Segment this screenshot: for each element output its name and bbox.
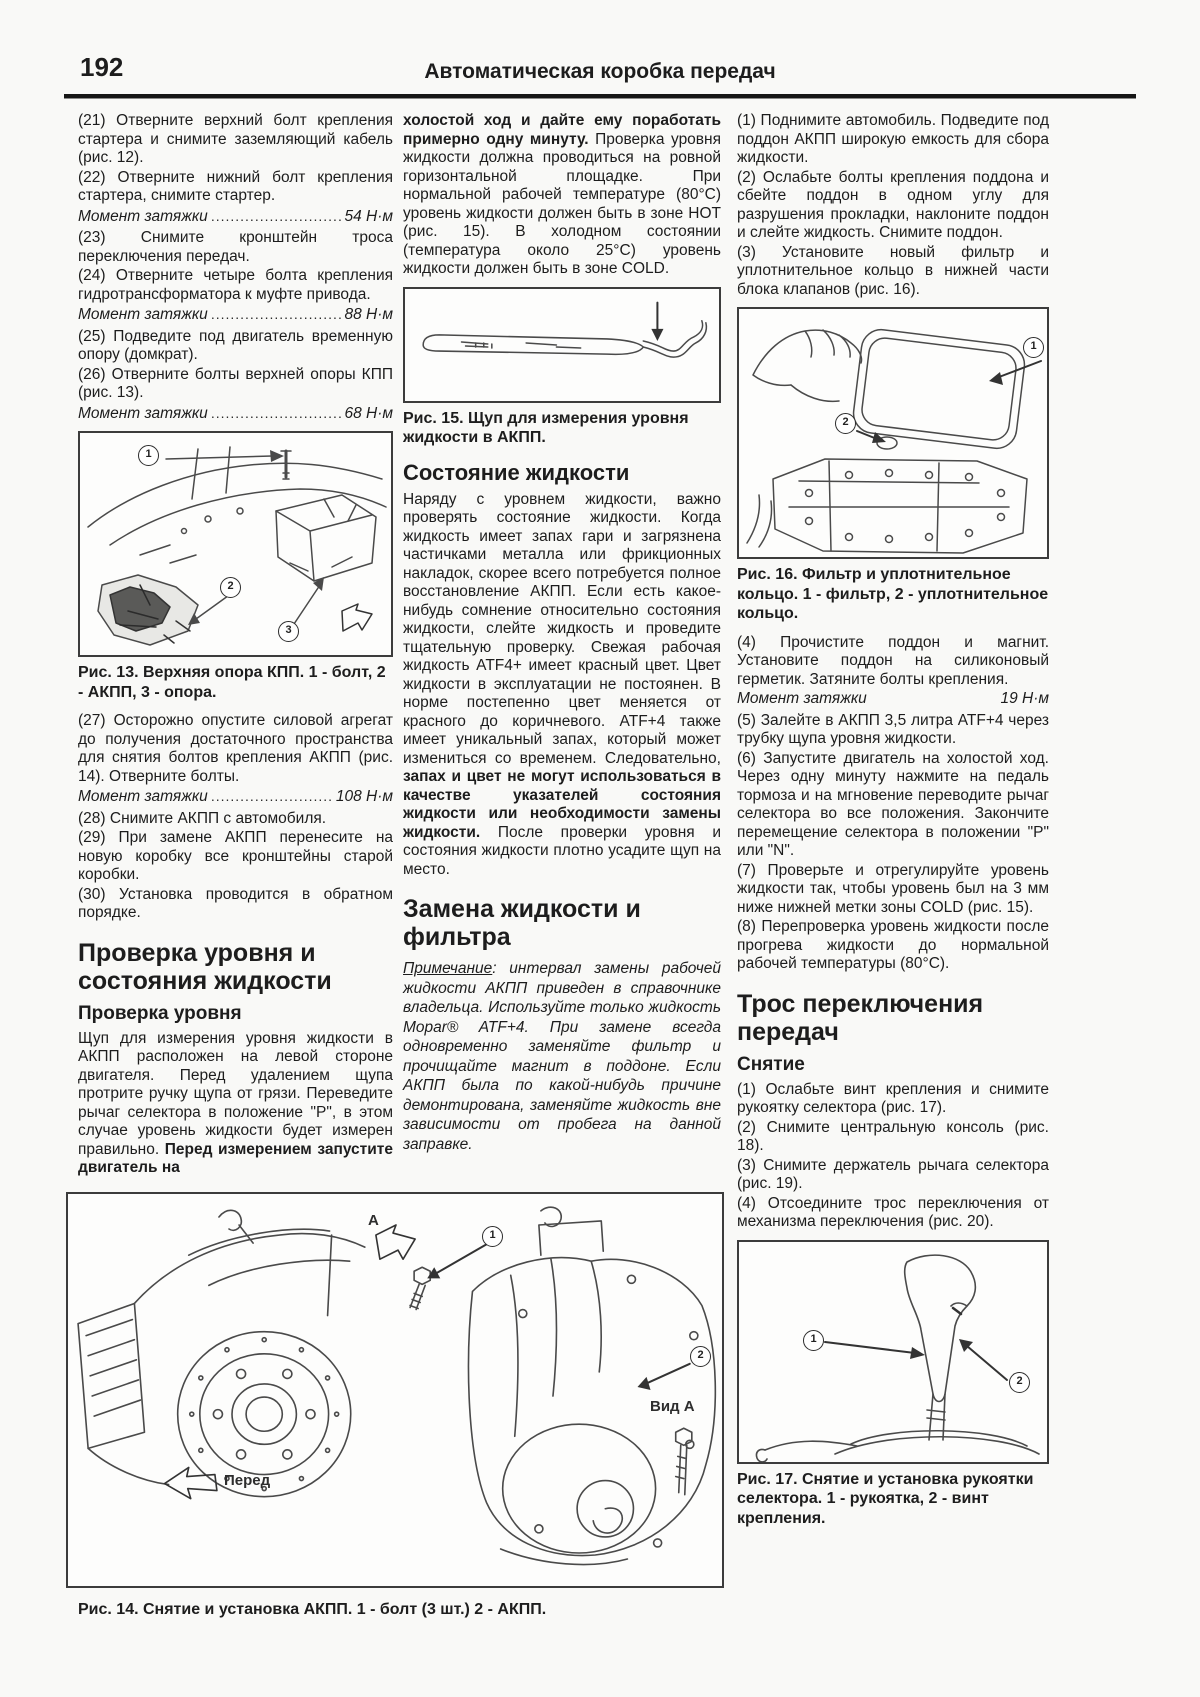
dot-leader	[211, 207, 342, 227]
figure-16-caption: Рис. 16. Фильтр и уплотнительное кольцо. 1 - фильтр, 2 - уплотнительное кольцо.	[737, 566, 1049, 622]
figure-14	[66, 1192, 724, 1588]
level-check-text-bold: Перед измерением запустите двигатель на	[78, 1140, 394, 1176]
header-rule	[64, 94, 1136, 99]
figure-14-caption: Рис. 14. Снятие и установка АКПП. 1 - болт (3 шт.) 2 - АКПП.	[78, 1601, 547, 1618]
step-22: (22) Отверните нижний болт крепления стартера, снимите стартер.	[78, 168, 393, 204]
callout-1-marker: 1	[803, 1330, 824, 1351]
right-column	[737, 112, 1049, 1538]
dot-leader	[211, 404, 342, 424]
cable-step-3: (3) Снимите держатель рычага селектора (рис. 19).	[737, 1156, 1049, 1192]
page-title: Автоматическая коробка передач	[424, 60, 776, 83]
figure-16	[737, 307, 1049, 559]
note-paragraph	[403, 959, 721, 1154]
cable-step-4: (4) Отсоедините трос переключения от механизма переключения (рис. 20).	[737, 1194, 1049, 1230]
figure-14-illustration	[68, 1194, 722, 1586]
fluid-condition-text-a: Наряду с уровнем жидкости, важно проверять состояние жидкости. Когда жидкость имеет запах гари и загрязнена частичками металла или фрикционных накладок, скорее всего потребуется полное восстановление АКПП. Если есть какое-нибудь сомнение относительно состояния жидкости, слейте жидкость и проведите тщательную проверку. Свежая рабочая жидкость ATF4+ имеет красный цвет. Цвет жидкости в эксплуатации не постоянен. В норме постепенно цвет меняется от красного до коричневого. ATF+4 также имеет уникальный запах, который может измениться со временем. Следовательно,	[403, 490, 721, 767]
cable-step-2: (2) Снимите центральную консоль (рис. 18).	[737, 1118, 1049, 1154]
callout-2-marker: 2	[220, 577, 241, 598]
callout-3-marker: 3	[278, 621, 299, 642]
torque-label: Момент затяжки	[78, 306, 208, 323]
level-check-paragraph	[78, 1030, 393, 1178]
callout-2-marker: 2	[1009, 1372, 1030, 1393]
section-heading-fluid-replace: Замена жидкости и фильтра	[403, 895, 641, 951]
callout-2-marker: 2	[835, 413, 856, 434]
section-heading-shift-cable: Трос переключения передач	[737, 989, 984, 1046]
torque-value: 108 Н·м	[335, 788, 393, 805]
level-check-text: Щуп для измерения уровня жидкости в АКПП расположен на левой стороне двигателя. Перед удалением щупа протрите ручку щупа от грязи. Переведите рычаг селектора в положение "P", в этом случае уровень жидкости будет измерен правильно.	[78, 1029, 393, 1158]
left-column	[78, 112, 393, 1179]
figure-17-caption: Рис. 17. Снятие и установка рукоятки селектора. 1 - рукоятка, 2 - винт крепления.	[737, 1470, 1034, 1527]
torque-label: Момент затяжки	[78, 207, 208, 225]
torque-value: 68 Н·м	[344, 404, 393, 422]
step-24: (24) Отверните четыре болта крепления гидротрансформатора к муфте привода.	[78, 267, 393, 303]
subheading-level-check: Проверка уровня	[78, 1002, 242, 1024]
step-5: (5) Залейте в АКПП 3,5 литра ATF+4 через трубку щупа уровня жидкости.	[737, 711, 1049, 747]
step-25: (25) Подведите под двигатель временную опору (домкрат).	[78, 327, 393, 363]
note-body: : интервал замены рабочей жидкости АКПП приведен в справочнике владельца. Используйте только жидкость Mopar® ATF+4. При замене всегда одновременно заменяйте фильтр и прочищайте магнит в поддоне. Если АКПП была по какой-нибудь причине демонтирована, заменяйте жидкость вне зависимости от пробега на данной заправке.	[403, 960, 721, 1153]
dot-leader	[211, 787, 333, 807]
step-7: (7) Проверьте и отрегулируйте уровень жидкости так, чтобы уровень был на 3 мм ниже нижней метки зоны COLD (рис. 15).	[737, 861, 1049, 916]
torque-spec-19	[737, 690, 1049, 709]
note-label: Примечание	[403, 960, 493, 977]
torque-spec-108	[78, 787, 393, 807]
torque-spec-54	[78, 207, 393, 227]
callout-2-marker: 2	[690, 1346, 711, 1367]
step-1: (1) Поднимите автомобиль. Подведите под поддон АКПП широкую емкость для сбора жидкости.	[737, 112, 1049, 166]
step-28: (28) Снимите АКПП с автомобиля.	[78, 809, 327, 827]
torque-spec-88	[78, 305, 393, 325]
figure-13	[78, 431, 393, 657]
dot-leader	[211, 305, 342, 325]
step-6: (6) Запустите двигатель на холостой ход. Через одну минуту нажмите на педаль тормоза и на мгновение переводите рычаг селектора во все положения. Закончите перемещение селектора в положении "P" или "N".	[737, 749, 1049, 859]
torque-value: 54 Н·м	[344, 207, 393, 225]
figure-13-illustration	[80, 433, 391, 655]
callout-1-marker: 1	[1023, 337, 1044, 358]
callout-1-marker: 1	[138, 445, 159, 466]
step-29: (29) При замене АКПП перенесите на новую коробку все кронштейны старой коробки.	[78, 829, 393, 883]
torque-label: Момент затяжки	[78, 788, 208, 805]
middle-column	[403, 112, 721, 1155]
figure-15	[403, 287, 721, 403]
torque-value: 88 Н·м	[344, 306, 393, 323]
fluid-condition-paragraph	[403, 491, 721, 880]
idle-run-text: Проверка уровня жидкости должна проводиться на ровной горизонтальной площадке. При нормальной рабочей температуре (80°C) уровень жидкости должен быть в зоне HOT (рис. 15). В холодном состоянии (температура около 25°C) уровень жидкости должен быть в зоне COLD.	[403, 130, 721, 277]
torque-value: 19 Н·м	[1000, 690, 1049, 707]
figure-17	[737, 1240, 1049, 1464]
step-23: (23) Снимите кронштейн троса переключения передач.	[78, 229, 393, 265]
torque-label: Момент затяжки	[78, 404, 208, 422]
figure-17-illustration	[739, 1242, 1047, 1462]
figure-16-illustration	[739, 309, 1047, 557]
step-4: (4) Прочистите поддон и магнит. Установите поддон на силиконовый герметик. Затяните болты крепления.	[737, 633, 1049, 688]
view-a-arrow-icon-label: А	[368, 1212, 379, 1229]
fluid-condition-text-c: После проверки уровня и состояния жидкости плотно усадите щуп на место.	[403, 823, 721, 878]
step-3: (3) Установите новый фильтр и уплотнительное кольцо в нижней части блока клапанов (рис. 16).	[737, 243, 1049, 298]
figure-15-illustration	[405, 289, 719, 401]
step-21: (21) Отверните верхний болт крепления стартера и снимите заземляющий кабель (рис. 12).	[78, 112, 393, 166]
step-26: (26) Отверните болты верхней опоры КПП (рис. 13).	[78, 365, 393, 401]
step-8: (8) Перепроверка уровень жидкости после прогрева жидкости до нормальной рабочей температуры (80°C).	[737, 918, 1049, 972]
section-heading-level-check: Проверка уровня и состояния жидкости	[78, 938, 332, 995]
section-heading-fluid-condition: Состояние жидкости	[403, 459, 630, 485]
torque-label: Момент затяжки	[737, 690, 867, 707]
page-number: 192	[80, 52, 124, 82]
cable-step-1: (1) Ослабьте винт крепления и снимите рукоятку селектора (рис. 17).	[737, 1080, 1049, 1116]
callout-1-marker: 1	[482, 1226, 503, 1247]
fluid-condition-text-bold: запах и цвет не могут использоваться в качестве указателей состояния жидкости или необходимости замены жидкости.	[403, 768, 721, 841]
step-30: (30) Установка проводится в обратном порядке.	[78, 885, 393, 921]
idle-run-bold: холостой ход и дайте ему поработать примерно одну минуту.	[403, 112, 721, 148]
step-27: (27) Осторожно опустите силовой агрегат до получения достаточного пространства для снятия болтов крепления АКПП (рис. 14). Отверните болты.	[78, 712, 393, 785]
figure-13-caption: Рис. 13. Верхняя опора КПП. 1 - болт, 2 - АКПП, 3 - опора.	[78, 664, 386, 701]
view-a-label: Вид А	[650, 1398, 695, 1415]
front-direction-label: Перед	[224, 1472, 271, 1489]
torque-spec-68	[78, 404, 393, 424]
step-2: (2) Ослабьте болты крепления поддона и сбейте поддон в одном углу для разрушения прокладки, наклоните поддон и слейте жидкость. Снимите поддон.	[737, 168, 1049, 241]
subheading-removal: Снятие	[737, 1053, 805, 1075]
idle-run-paragraph	[403, 112, 721, 279]
figure-15-caption: Рис. 15. Щуп для измерения уровня жидкости в АКПП.	[403, 409, 689, 446]
